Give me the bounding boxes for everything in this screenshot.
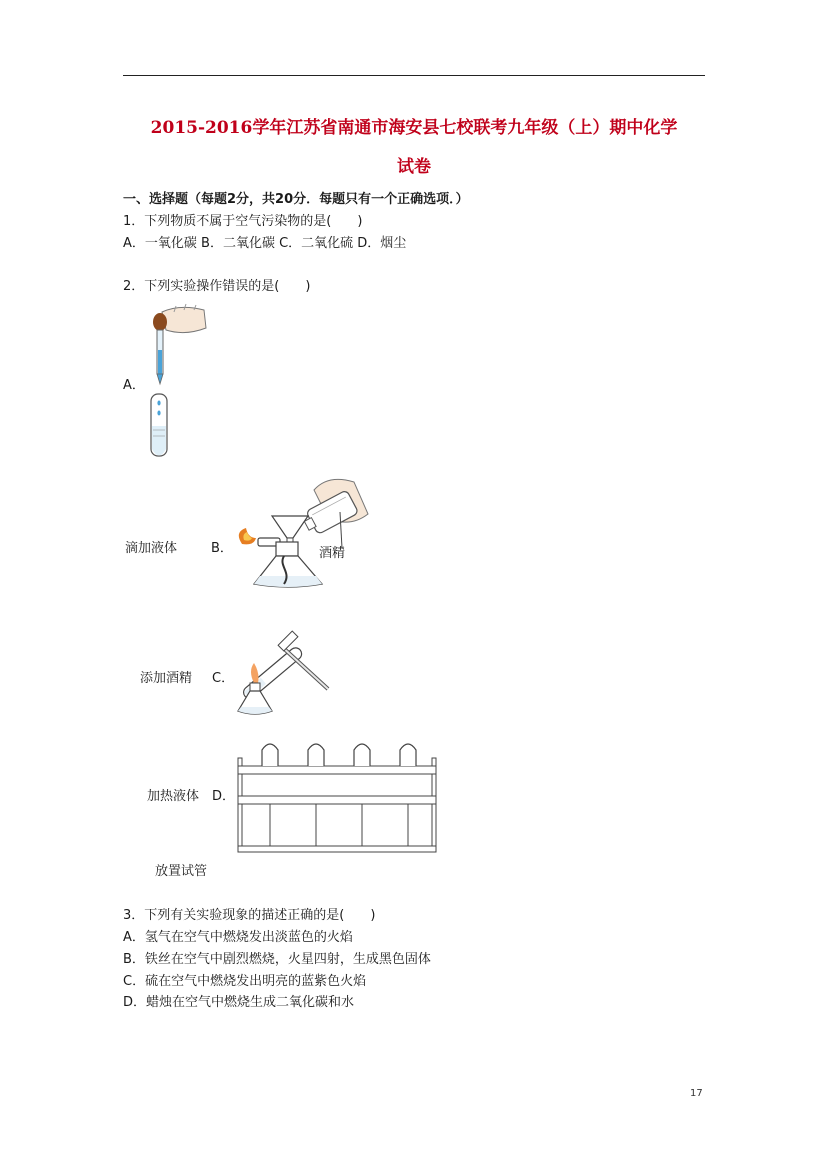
q3-option-d: D．蜡烛在空气中燃烧生成二氧化碳和水 xyxy=(123,995,355,1010)
q3-option-b: B．铁丝在空气中剧烈燃烧，火星四射，生成黑色固体 xyxy=(123,952,431,967)
section-heading: 一、选择题（每题2分，共20分．每题只有一个正确选项．） xyxy=(123,192,469,207)
page-number: 17 xyxy=(690,1088,703,1099)
header-rule xyxy=(123,75,705,76)
q2-option-c-letter: C． xyxy=(212,671,235,686)
q2-option-d-caption: 放置试管 xyxy=(155,864,208,879)
document-title-line2: 试卷 xyxy=(397,157,431,177)
q3-option-a: A．氢气在空气中燃烧发出淡蓝色的火焰 xyxy=(123,930,353,945)
q2-option-b-caption: 添加酒精 xyxy=(140,671,193,686)
q3-option-c: C．硫在空气中燃烧发出明亮的蓝紫色火焰 xyxy=(123,974,367,989)
q2-option-a-caption: 滴加液体 xyxy=(125,541,178,556)
q2-option-a-letter: A． xyxy=(123,378,145,393)
dropper-figure xyxy=(140,302,215,464)
heating-figure xyxy=(232,625,334,725)
q2-stem: 2．下列实验操作错误的是( ) xyxy=(123,279,311,294)
q2-option-d-letter: D． xyxy=(212,789,236,804)
q1-stem: 1．下列物质不属于空气污染物的是( ) xyxy=(123,214,363,229)
q1-options: A．一氧化碳 B．二氧化碳 C．二氧化硫 D．烟尘 xyxy=(123,236,407,251)
document-title-line1: 2015-2016学年江苏省南通市海安县七校联考九年级（上）期中化学 xyxy=(150,118,678,138)
test-tube-rack-figure xyxy=(232,736,442,854)
q2-option-c-caption: 加热液体 xyxy=(147,789,200,804)
q3-stem: 3．下列有关实验现象的描述正确的是( ) xyxy=(123,908,376,923)
alcohol-lamp-figure xyxy=(232,472,382,592)
q2-option-b-letter: B． xyxy=(211,541,233,556)
alcohol-label: 酒精 xyxy=(319,546,346,561)
